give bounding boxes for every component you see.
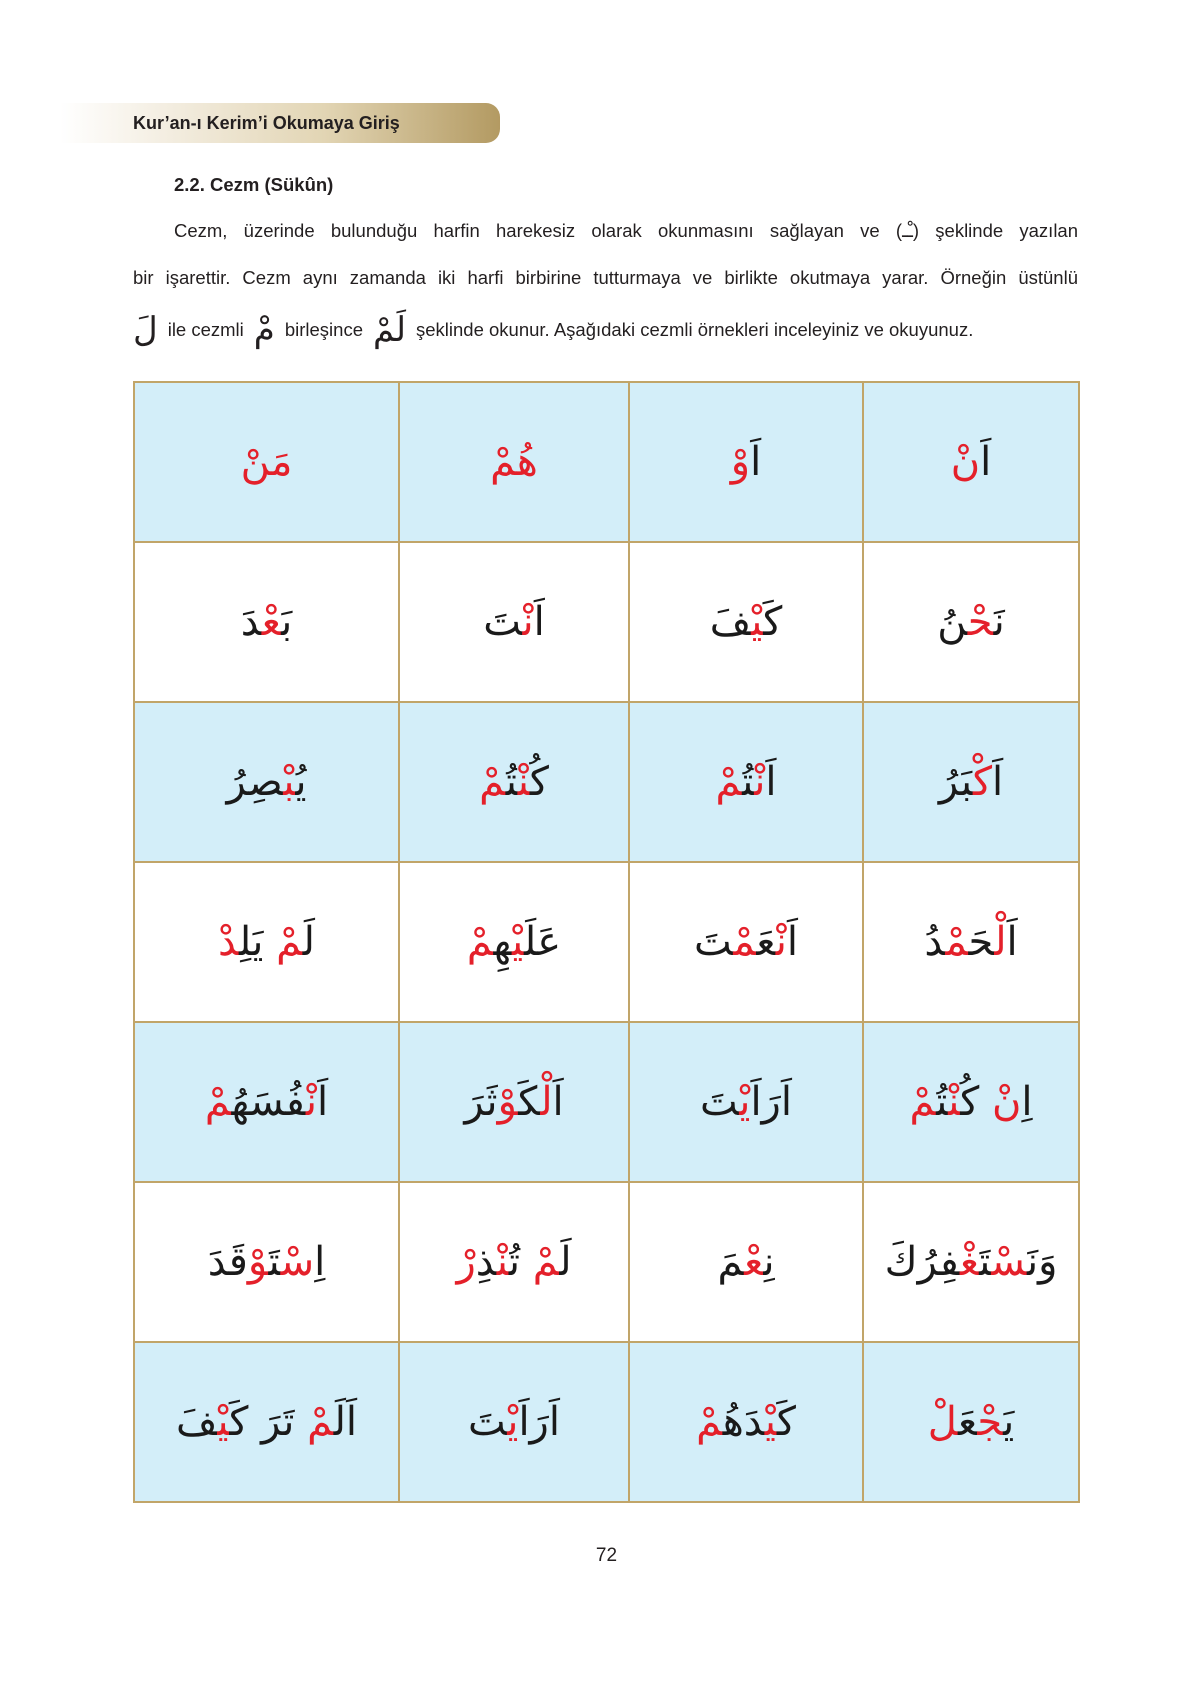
letter-segment: اَلَ (333, 1399, 358, 1445)
letter-segment: فَ (709, 599, 752, 645)
letter-segment: هِ (493, 919, 512, 965)
chapter-header-banner (60, 103, 500, 143)
letter-segment: بَرُ (938, 759, 973, 805)
letter-segment: ثَرَ (464, 1079, 498, 1125)
letter-segment: تَ (700, 1079, 740, 1125)
cezm-letter-highlight: كْ (972, 759, 993, 805)
cezm-letter-highlight: مْ (532, 1239, 560, 1285)
table-cell (134, 702, 399, 862)
cezm-letter-highlight: مْ (733, 919, 757, 965)
letter-segment: اِ (314, 1239, 326, 1285)
arabic-word (731, 439, 761, 485)
cezm-letter-highlight: يْ (764, 1399, 777, 1445)
table-cell (134, 1182, 399, 1342)
example-mim-cezm: مْ (253, 310, 275, 350)
arabic-word (717, 1239, 774, 1285)
arabic-word (468, 1399, 560, 1445)
cezm-letter-highlight: مْ (715, 759, 743, 805)
letter-segment: اَ (750, 439, 762, 485)
arabic-word (176, 1399, 357, 1445)
letter-segment: دَهُ (722, 1399, 765, 1445)
arabic-word (710, 599, 783, 645)
cezm-letter-highlight: يْ (739, 1079, 751, 1125)
letter-segment: نِ (763, 1239, 775, 1285)
letter-segment: اَ (317, 1079, 329, 1125)
letter-segment: اَ (980, 439, 992, 485)
cezm-letter-highlight: لْ (540, 1079, 553, 1125)
cezm-letter-highlight: مْ (945, 919, 969, 965)
cezm-letter-highlight: غْ (959, 1239, 980, 1285)
arabic-word (924, 919, 1017, 965)
table-cell (399, 862, 629, 1022)
chapter-title: Kur’an-ı Kerim’i Okumaya Giriş (133, 113, 400, 133)
cezm-letter-highlight: نْ (496, 1239, 509, 1285)
letter-segment: عَ (958, 1399, 978, 1445)
table-row (134, 382, 1079, 542)
cezm-letter-highlight: وْ (730, 439, 751, 485)
arabic-word (951, 439, 992, 485)
arabic-word (467, 919, 561, 965)
arabic-word (241, 439, 293, 485)
cezm-letter-highlight: مْ (276, 919, 303, 965)
letter-segment: يُ (295, 759, 307, 805)
cezm-letter-highlight: عْ (744, 1239, 764, 1285)
arabic-word (241, 599, 292, 645)
text-ile-cezmli: ile cezmli (167, 319, 244, 340)
cezm-letter-highlight: مَنْ (240, 439, 293, 485)
arabic-word (716, 759, 777, 805)
table-cell (399, 1182, 629, 1342)
letter-segment: تَرَ كَ (229, 1399, 308, 1445)
letter-segment: يَ (1003, 1399, 1015, 1445)
cezm-letter-highlight: دْ (218, 919, 240, 965)
arabic-word (909, 1079, 1032, 1125)
cezm-letter-highlight: لْ (927, 1399, 959, 1445)
table-cell (134, 1022, 399, 1182)
table-cell (863, 382, 1079, 542)
letter-segment: لَ (302, 919, 315, 965)
cezm-letter-highlight: مْ (307, 1399, 334, 1445)
cezm-letter-highlight: نْ (305, 1079, 317, 1125)
table-cell (863, 1022, 1079, 1182)
cezm-letter-highlight: بْ (283, 759, 296, 805)
letter-segment: تُ (742, 759, 755, 805)
paragraph-line-3 (133, 310, 1078, 350)
letter-segment: اَ (765, 759, 777, 805)
letter-segment: دَ (240, 599, 262, 645)
cezm-letter-highlight: نْ (950, 439, 981, 485)
table-cell (863, 542, 1079, 702)
cezm-letter-highlight: نْ (517, 759, 530, 805)
letter-segment: كُ (529, 759, 549, 805)
cezm-letter-highlight: مْ (466, 919, 494, 965)
paragraph-line-1: Cezm, üzerinde bulunduğu harfin harekesiz olarak okunmasını sağlayan ve (ـْـ) şeklinde yazılan (174, 220, 1079, 241)
table-row (134, 862, 1079, 1022)
table-cell (629, 542, 863, 702)
cezm-letter-highlight: نْ (754, 759, 766, 805)
cezm-letter-highlight: هُمْ (490, 439, 538, 485)
letter-segment: فُسَهُ (231, 1079, 306, 1125)
letter-segment: تُ (505, 759, 518, 805)
cezm-letter-highlight: نْ (522, 599, 534, 645)
table-cell (629, 1182, 863, 1342)
letter-segment: تَ (694, 919, 734, 965)
letter-segment: يَلِ (239, 919, 277, 965)
table-cell (134, 862, 399, 1022)
letter-segment: اَ (992, 759, 1004, 805)
letter-segment: كَ (763, 599, 783, 645)
table-cell (863, 862, 1079, 1022)
arabic-word (479, 759, 549, 805)
table-cell (399, 382, 629, 542)
letter-segment: مَ (717, 1239, 745, 1285)
table-cell (629, 1022, 863, 1182)
cezm-letter-highlight: حْ (967, 599, 994, 645)
letter-segment: اِ (1021, 1079, 1033, 1125)
letter-segment: تَ (979, 1239, 992, 1285)
letter-segment: ذِ (475, 1239, 497, 1285)
table-cell (629, 862, 863, 1022)
table-cell (399, 542, 629, 702)
section-title: 2.2. Cezm (Sükûn) (174, 174, 334, 195)
cezm-letter-highlight: يْ (507, 1399, 519, 1445)
cezm-letter-highlight: نْ (775, 919, 787, 965)
table-cell (629, 1342, 863, 1502)
cezm-letter-highlight: نْ (992, 1079, 1022, 1125)
page-number: 72 (595, 1545, 618, 1566)
example-lam-fatha: لَ (133, 310, 158, 350)
table-row (134, 702, 1079, 862)
table-cell (134, 1342, 399, 1502)
table-cell (399, 1022, 629, 1182)
letter-segment: نَ (993, 599, 1005, 645)
paragraph-line-2: bir işarettir. Cezm aynı zamanda iki harfi birbirine tutturmaya ve birlikte okutmaya yarar. Örneğin üstünlü (133, 267, 1078, 288)
letter-segment: فِرُكَ (884, 1239, 960, 1285)
table-cell (134, 382, 399, 542)
letter-segment: تُ (936, 1079, 949, 1125)
letter-segment: دُ (924, 919, 946, 965)
cezm-examples-table (133, 381, 1080, 1503)
arabic-word (490, 439, 538, 485)
table-cell (863, 1342, 1079, 1502)
cezm-letter-highlight: جْ (977, 1399, 1004, 1445)
letter-segment: تَ (468, 1399, 508, 1445)
arabic-word (694, 919, 798, 965)
letter-segment: تَ (268, 1239, 281, 1285)
letter-segment: اَ (1006, 919, 1018, 965)
cezm-letter-highlight: نْ (948, 1079, 961, 1125)
letter-segment: لَ (559, 1239, 572, 1285)
arabic-word (696, 1399, 796, 1445)
letter-segment: حَ (968, 919, 995, 965)
table-cell (399, 702, 629, 862)
letter-segment: كَ (518, 1079, 541, 1125)
table-cell (134, 542, 399, 702)
table-row (134, 1022, 1079, 1182)
table-row (134, 1342, 1079, 1502)
cezm-letter-highlight: سْ (280, 1239, 315, 1285)
letter-segment: اَ (533, 599, 545, 645)
letter-segment: اَ (552, 1079, 564, 1125)
table-row (134, 542, 1079, 702)
arabic-word (227, 759, 307, 805)
cezm-letter-highlight: مْ (696, 1399, 723, 1445)
table-cell (629, 702, 863, 862)
text-seklinde: şeklinde okunur. Aşağıdaki cezmli örnekleri inceleyiniz ve okuyunuz. (416, 319, 974, 340)
arabic-word (937, 599, 1004, 645)
letter-segment: قَدَ (207, 1239, 248, 1285)
table-cell (863, 1182, 1079, 1342)
cezm-letter-highlight: يْ (511, 919, 525, 965)
cezm-letter-highlight: لْ (994, 919, 1007, 965)
letter-segment: عَ (756, 919, 776, 965)
letter-segment: نُ (937, 599, 968, 645)
letter-segment: وَنَ (1026, 1239, 1058, 1285)
letter-segment: كُ (960, 1079, 993, 1125)
arabic-word (928, 1399, 1015, 1445)
table-cell (399, 1342, 629, 1502)
letter-segment: اَرَاَ (518, 1399, 560, 1445)
arabic-word (464, 1079, 563, 1125)
cezm-letter-highlight: مْ (479, 759, 506, 805)
letter-segment: عَلَ (524, 919, 562, 965)
letter-segment: اَرَاَ (750, 1079, 792, 1125)
table-row (134, 1182, 1079, 1342)
arabic-word (218, 919, 315, 965)
letter-segment: بَ (281, 599, 293, 645)
letter-segment: تُ (508, 1239, 533, 1285)
text-birlesince: birleşince (284, 319, 363, 340)
cezm-letter-highlight: رْ (456, 1239, 476, 1285)
arabic-word (205, 1079, 328, 1125)
cezm-letter-highlight: يْ (217, 1399, 230, 1445)
letter-segment: تَ (483, 599, 523, 645)
cezm-letter-highlight: يْ (751, 599, 764, 645)
cezm-letter-highlight: عْ (261, 599, 282, 645)
arabic-word (700, 1079, 792, 1125)
arabic-word (939, 759, 1003, 805)
cezm-letter-highlight: وْ (497, 1079, 519, 1125)
arabic-word (885, 1239, 1058, 1285)
letter-segment: فَ (175, 1399, 218, 1445)
letter-segment: كَ (776, 1399, 796, 1445)
arabic-word (456, 1239, 571, 1285)
arabic-word (483, 599, 545, 645)
cezm-letter-highlight: سْ (991, 1239, 1027, 1285)
cezm-letter-highlight: مْ (909, 1079, 937, 1125)
table-cell (863, 702, 1079, 862)
letter-segment: صِرُ (226, 759, 284, 805)
letter-segment: اَ (786, 919, 798, 965)
table-cell (629, 382, 863, 542)
arabic-word (208, 1239, 326, 1285)
cezm-letter-highlight: مْ (204, 1079, 232, 1125)
cezm-letter-highlight: وْ (247, 1239, 269, 1285)
example-lem: لَمْ (373, 310, 406, 350)
